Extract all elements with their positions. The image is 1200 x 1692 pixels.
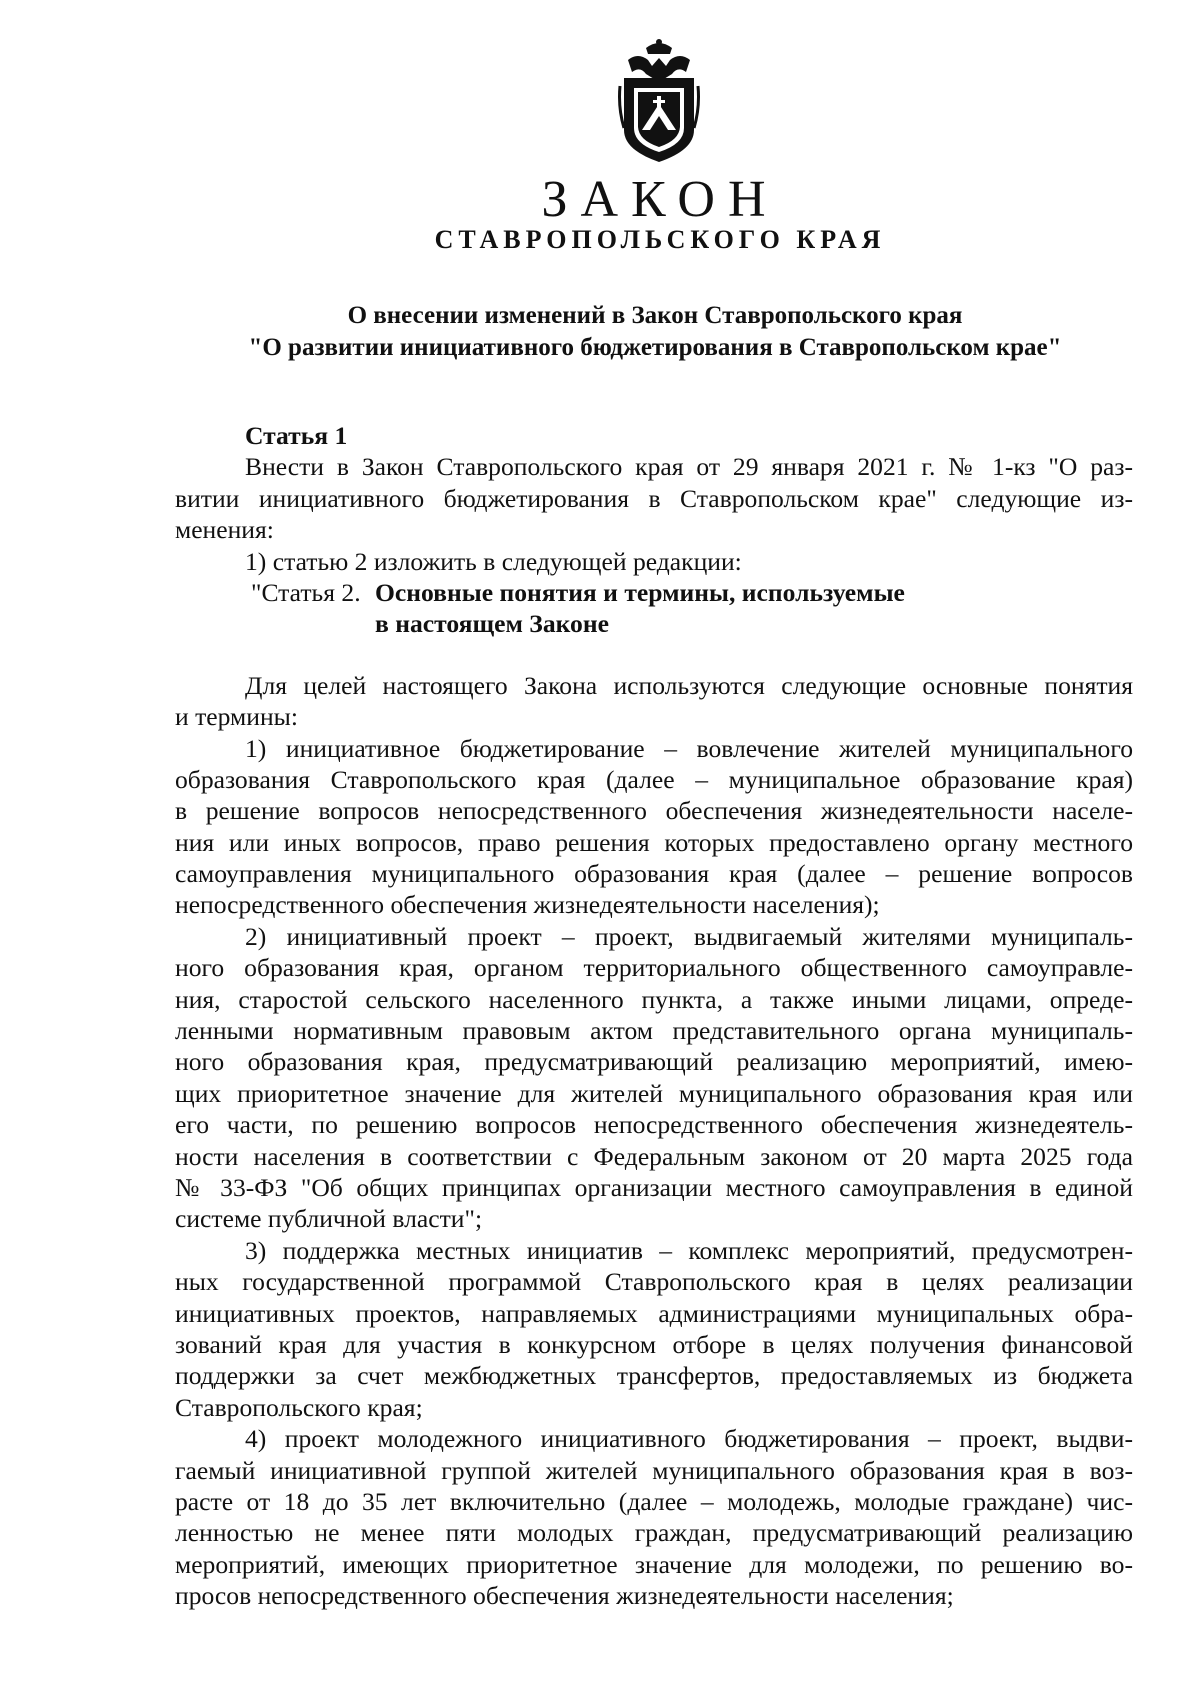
definition-line: ленностью не менее пяти молодых граждан, предусматривающий реализацию bbox=[175, 1518, 1133, 1548]
definition-line: 1) инициативное бюджетирование – вовлечение жителей муниципального bbox=[245, 733, 1133, 763]
definition-line: Ставропольского края; bbox=[175, 1392, 423, 1422]
definition-line: зований края для участия в конкурсном отборе в целях получения финансовой bbox=[175, 1329, 1133, 1359]
new-article-title: Основные понятия и термины, используемые bbox=[375, 577, 905, 607]
article-text-line: менения: bbox=[175, 515, 274, 545]
article-text-line: витии инициативного бюджетирования в Ставропольском крае" следующие из- bbox=[175, 483, 1133, 513]
definition-line: 3) поддержка местных инициатив – комплекс мероприятий, предусмотрен- bbox=[245, 1235, 1133, 1265]
definition-line: ных государственной программой Ставропольского края в целях реализации bbox=[175, 1267, 1133, 1297]
article-title: Статья 1 bbox=[245, 421, 348, 450]
law-heading-line: "О развитии инициативного бюджетирования в Ставропольском крае" bbox=[248, 334, 1062, 361]
definition-line: ного образования края, органом территориального общественного самоуправле- bbox=[175, 953, 1133, 983]
law-heading bbox=[175, 300, 1135, 364]
definition-line: образования Ставропольского края (далее – муниципальное образование края) bbox=[175, 764, 1133, 794]
definition-line: расте от 18 до 35 лет включительно (далее – молодежь, молодые граждане) чис- bbox=[175, 1486, 1133, 1516]
paragraph-line: и термины: bbox=[175, 702, 298, 732]
new-article-heading bbox=[175, 577, 1133, 608]
definition-line: поддержки за счет межбюджетных трансфертов, предоставляемых из бюджета bbox=[175, 1361, 1133, 1391]
article-item: 1) статью 2 изложить в следующей редакции: bbox=[245, 546, 742, 576]
definition-line: инициативных проектов, направляемых администрациями муниципальных обра- bbox=[175, 1298, 1133, 1328]
definition-line: ния или иных вопросов, право решения которых предоставлено органу местного bbox=[175, 827, 1133, 857]
definition-line: мероприятий, имеющих приоритетное значение для молодежи, по решению во- bbox=[175, 1549, 1133, 1579]
definition-line: просов непосредственного обеспечения жизнедеятельности населения; bbox=[175, 1581, 954, 1611]
definition-line: ного образования края, предусматривающий реализацию мероприятий, имею- bbox=[175, 1047, 1133, 1077]
new-article-label: "Статья 2. bbox=[251, 577, 361, 607]
coat-of-arms-icon bbox=[618, 38, 700, 166]
definition-line: системе публичной власти"; bbox=[175, 1204, 483, 1234]
definition-line: ленными нормативным правовым актом представительного органа муниципаль- bbox=[175, 1016, 1133, 1046]
article-text-line: Внести в Закон Ставропольского края от 29 января 2021 г. № 1-кз "О раз- bbox=[245, 452, 1133, 482]
document-subtitle: СТАВРОПОЛЬСКОГО КРАЯ bbox=[434, 225, 886, 254]
definition-line: щих приоритетное значение для жителей муниципального образования края или bbox=[175, 1078, 1133, 1108]
law-heading-line: О внесении изменений в Закон Ставропольского края bbox=[347, 302, 963, 329]
definition-line: ности населения в соответствии с Федеральным законом от 20 марта 2025 года bbox=[175, 1141, 1133, 1171]
document-title: ЗАКОН bbox=[541, 171, 779, 228]
definition-line: 2) инициативный проект – проект, выдвигаемый жителями муниципаль- bbox=[245, 921, 1133, 951]
definition-line: гаемый инициативной группой жителей муниципального образования края в воз- bbox=[175, 1455, 1133, 1485]
definition-line: в решение вопросов непосредственного обеспечения жизнедеятельности населе- bbox=[175, 796, 1133, 826]
document-body bbox=[175, 420, 1133, 1611]
definition-line: непосредственного обеспечения жизнедеятельности населения); bbox=[175, 890, 880, 920]
new-article-title-cont: в настоящем Законе bbox=[375, 609, 609, 639]
definition-line: № 33-ФЗ "Об общих принципах организации местного самоуправления в единой bbox=[175, 1172, 1133, 1202]
definition-line: его части, по решению вопросов непосредственного обеспечения жизнедеятель- bbox=[175, 1110, 1133, 1140]
definition-line: самоуправления муниципального образования края (далее – решение вопросов bbox=[175, 859, 1133, 889]
paragraph-line: Для целей настоящего Закона используются следующие основные понятия bbox=[245, 670, 1133, 700]
definition-line: 4) проект молодежного инициативного бюджетирования – проект, выдви- bbox=[245, 1424, 1133, 1454]
definition-line: ния, старостой сельского населенного пункта, а также иными лицами, опреде- bbox=[175, 984, 1133, 1014]
